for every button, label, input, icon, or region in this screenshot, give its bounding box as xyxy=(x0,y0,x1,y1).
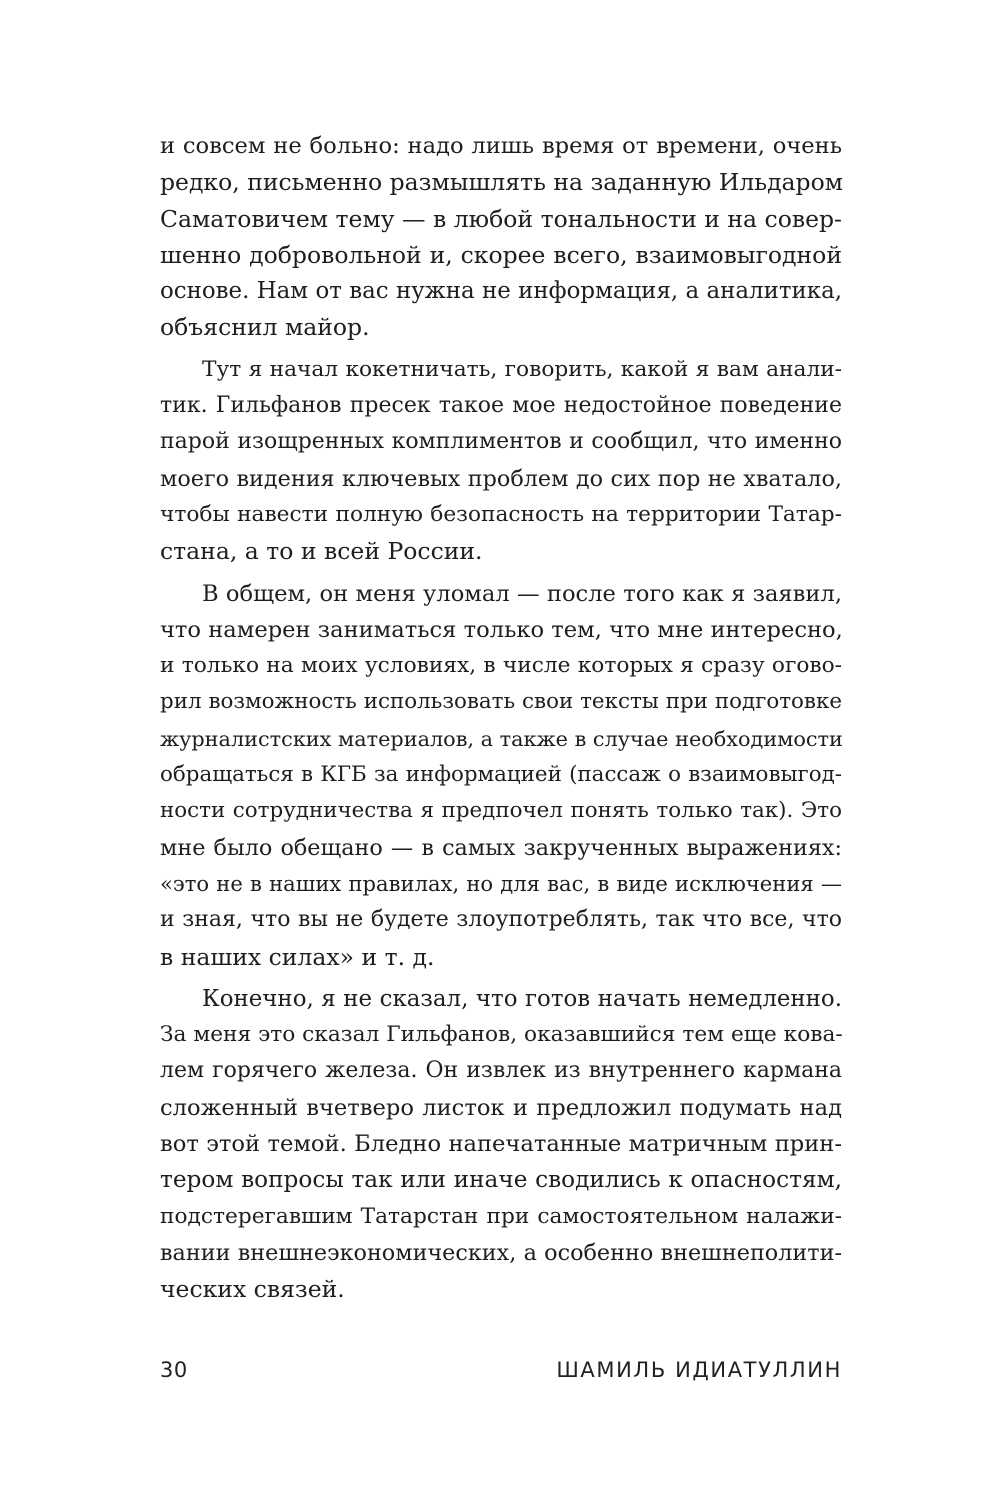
text-line: ности сотрудничества я предпочел понять только так). Это xyxy=(160,798,842,824)
text-line: подстерегавшим Татарстан при самостоятельном налажи- xyxy=(160,1203,842,1229)
page-footer xyxy=(160,1358,842,1388)
text-line: и зная, что вы не будете злоупотреблять, так что все, что xyxy=(160,907,842,933)
text-line: мне было обещано — в самых закрученных выражениях: xyxy=(160,834,842,861)
text-line: редко, письменно размышлять на заданную Ильдаром xyxy=(160,168,844,197)
text-line: основе. Нам от вас нужна не информация, а аналитика, xyxy=(160,278,842,305)
text-line: сложенный вчетверо листок и предложил подумать над xyxy=(160,1094,842,1121)
text-line: чтобы навести полную безопасность на территории Татар- xyxy=(160,501,842,527)
text-line: В общем, он меня уломал — после того как я заявил, xyxy=(202,580,842,607)
running-head-author: ШАМИЛЬ ИДИАТУЛЛИН xyxy=(556,1358,842,1382)
text-line: моего видения ключевых проблем до сих пор не хватало, xyxy=(160,465,842,492)
text-line: Тут я начал кокетничать, говорить, какой я вам анали- xyxy=(202,356,842,382)
text-line: тером вопросы так или иначе сводились к опасностям, xyxy=(160,1166,842,1194)
text-line: вот этой темой. Бледно напечатанные матричным прин- xyxy=(160,1131,842,1158)
text-line: «это не в наших правилах, но для вас, в виде исключения — xyxy=(160,870,842,896)
text-line: стана, а то и всей России. xyxy=(160,537,483,566)
text-line: ческих связей. xyxy=(160,1275,345,1304)
text-line: объяснил майор. xyxy=(160,313,370,342)
text-line: журналистских материалов, а также в случае необходимости xyxy=(160,726,843,751)
body-text xyxy=(160,128,842,1308)
text-line: вании внешнеэкономических, а особенно внешнеполити- xyxy=(160,1239,842,1266)
text-line: Конечно, я не сказал, что готов начать немедленно. xyxy=(202,985,842,1012)
text-line: и совсем не больно: надо лишь время от времени, очень xyxy=(160,133,842,159)
text-line: шенно добровольной и, скорее всего, взаимовыгодной xyxy=(160,240,842,269)
text-line: Саматовичем тему — в любой тональности и на совер- xyxy=(160,204,842,233)
text-line: рил возможность использовать свои тексты при подготовке xyxy=(160,689,842,715)
page-number: 30 xyxy=(160,1358,188,1382)
text-line: и только на моих условиях, в числе которых я сразу огово- xyxy=(160,653,842,679)
text-line: За меня это сказал Гильфанов, оказавшийся тем еще кова- xyxy=(160,1022,843,1048)
text-line: парой изощренных комплиментов и сообщил, что именно xyxy=(160,429,842,455)
text-line: тик. Гильфанов пресек такое мое недостойное поведение xyxy=(160,393,842,419)
text-line: обращаться в КГБ за информацией (пассаж о взаимовыгод- xyxy=(160,762,842,788)
text-line: лем горячего железа. Он извлек из внутреннего кармана xyxy=(160,1058,842,1084)
text-line: в наших силах» и т. д. xyxy=(160,942,435,971)
text-line: что намерен заниматься только тем, что мне интересно, xyxy=(160,616,843,643)
